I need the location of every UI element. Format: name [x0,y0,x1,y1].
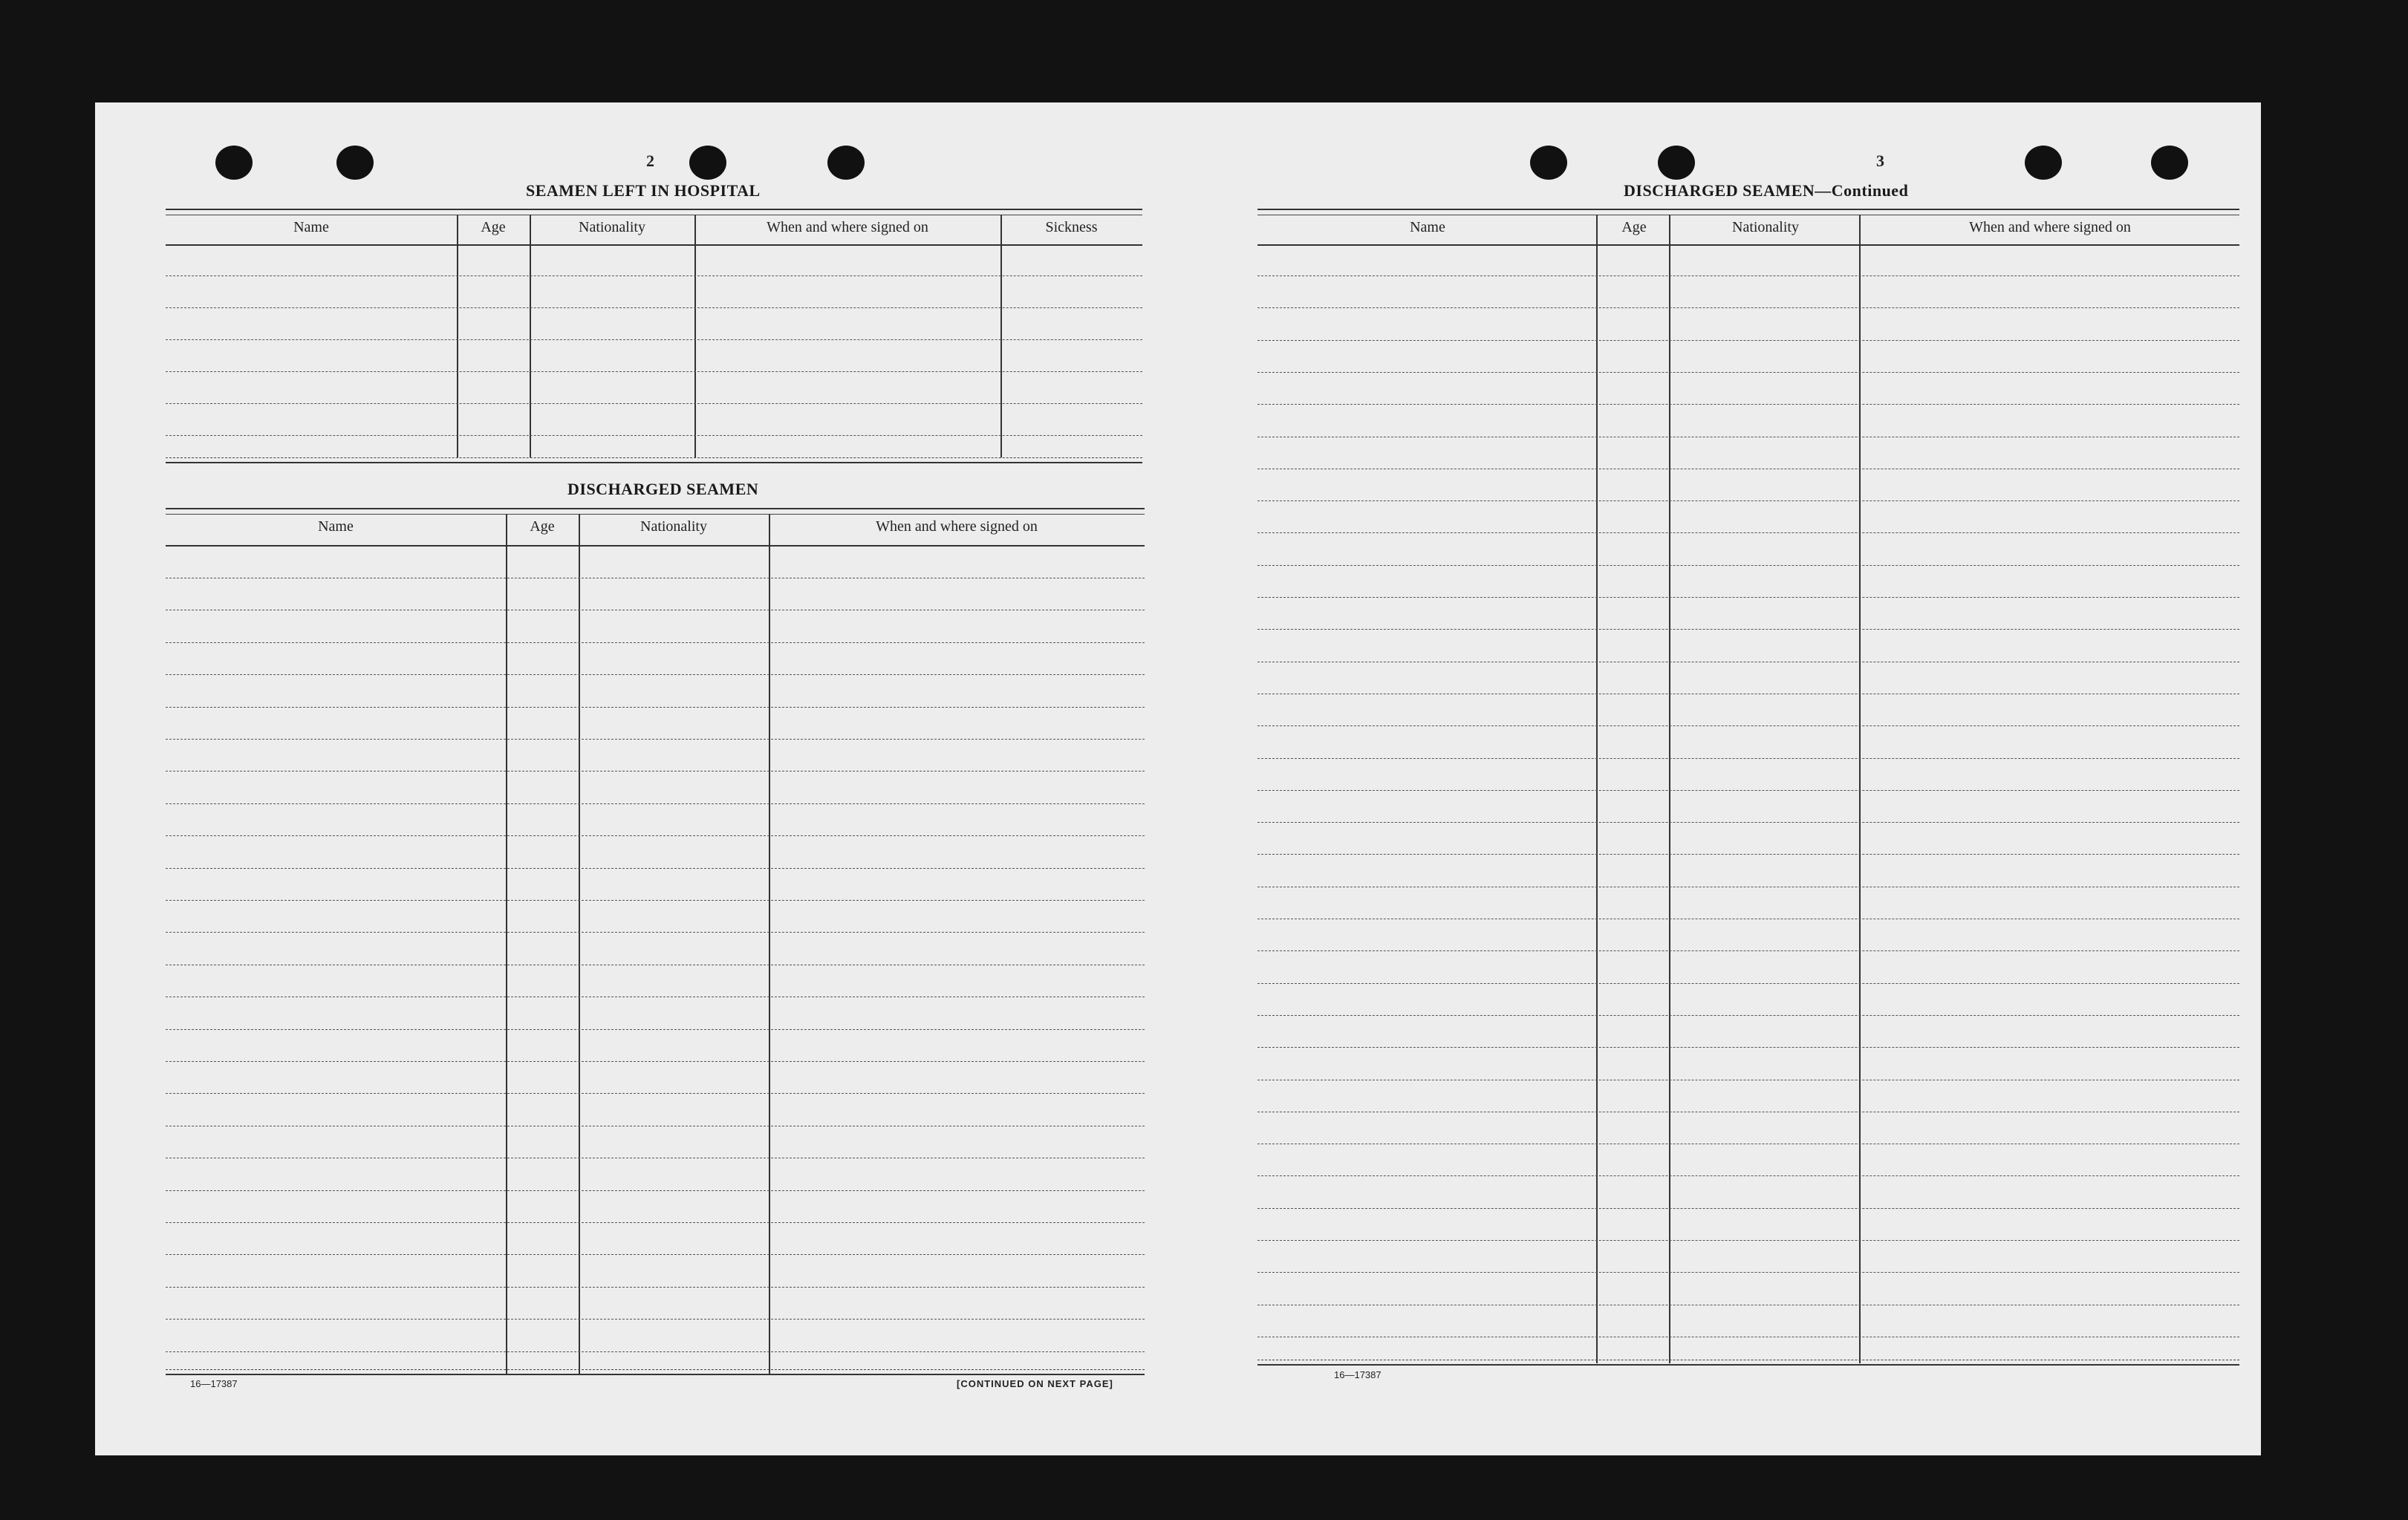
table-row [166,932,1145,933]
table-row [1257,1208,2239,1209]
table-row [1257,629,2239,630]
table-row [1257,1015,2239,1016]
title-suffix: —Continued [1815,181,1909,200]
table-row [166,707,1145,708]
ledger-sheet [95,102,2261,1455]
hospital-section-title: SEAMEN LEFT IN HOSPITAL [526,181,761,200]
column-divider [1669,215,1670,1363]
table-top-rule [1257,209,2239,215]
table-row [166,1351,1145,1352]
punch-hole [336,146,374,180]
table-row [1257,790,2239,791]
table-row [1257,822,2239,823]
table-row [166,1061,1145,1062]
table-row [1257,565,2239,566]
table-row [1257,725,2239,726]
column-divider [457,215,458,457]
column-header-age: Age [481,219,506,235]
table-row [166,1190,1145,1191]
continued-note: [CONTINUED ON NEXT PAGE] [957,1378,1113,1389]
table-row [166,739,1145,740]
column-divider [1596,215,1598,1363]
table-row [1257,950,2239,951]
column-header-signed-on: When and where signed on [1969,219,2131,235]
table-row [166,307,1142,308]
table-row [1257,983,2239,984]
table-header-rule [166,545,1145,547]
table-row [166,1319,1145,1320]
table-top-rule [166,508,1145,515]
column-header-signed-on: When and where signed on [767,219,928,235]
table-header-rule [166,244,1142,246]
right-page [1231,102,2261,1455]
punch-hole [1530,146,1567,180]
table-row [1257,854,2239,855]
table-row [1257,1047,2239,1048]
table-row [1257,758,2239,759]
table-header-rule [1257,244,2239,246]
column-header-name: Name [293,219,329,235]
table-row [166,371,1142,372]
table-row [1257,307,2239,308]
punch-hole [2151,146,2188,180]
left-page [95,102,1179,1455]
table-row [166,403,1142,404]
column-header-name: Name [318,518,354,535]
table-row [166,1093,1145,1094]
table-row [1257,372,2239,373]
punch-hole [2025,146,2062,180]
punch-hole [215,146,253,180]
table-bottom-rule [166,1369,1145,1375]
table-row [166,1222,1145,1223]
column-header-signed-on: When and where signed on [876,518,1038,535]
punch-hole [689,146,726,180]
form-number: 16—17387 [1334,1369,1382,1380]
table-row [166,1254,1145,1255]
column-header-nationality: Nationality [1732,219,1799,235]
table-row [166,339,1142,340]
table-row [166,674,1145,675]
table-row [166,435,1142,436]
column-header-sickness: Sickness [1045,219,1098,235]
column-divider [1000,215,1002,457]
table-row [1257,500,2239,501]
discharged-continued-table [1257,209,2239,1471]
table-row [166,803,1145,804]
table-row [166,1287,1145,1288]
table-row [1257,275,2239,276]
table-row [166,642,1145,643]
table-row [1257,340,2239,341]
table-bottom-rule [166,457,1142,463]
page-number: 3 [1876,151,1884,170]
discharged-table [166,508,1145,1414]
table-row [1257,404,2239,405]
column-header-age: Age [530,518,555,535]
column-header-name: Name [1410,219,1445,235]
table-top-rule [166,209,1142,215]
table-row [1257,1240,2239,1241]
title-text: DISCHARGED SEAMEN [1624,181,1815,200]
table-row [1257,532,2239,533]
table-bottom-rule [1257,1360,2239,1366]
column-divider [1859,215,1861,1363]
form-number: 16—17387 [190,1378,238,1389]
punch-hole [1658,146,1695,180]
punch-hole [827,146,865,180]
discharged-section-title: DISCHARGED SEAMEN [567,480,759,498]
column-divider [530,215,531,457]
column-divider [694,215,696,457]
table-row [1257,597,2239,598]
column-header-nationality: Nationality [579,219,645,235]
table-row [166,868,1145,869]
column-header-nationality: Nationality [640,518,707,535]
table-row [166,275,1142,276]
page-number: 2 [646,151,654,170]
discharged-continued-title [1624,181,1908,200]
table-row [166,900,1145,901]
table-row [166,1029,1145,1030]
table-row [1257,1272,2239,1273]
column-header-age: Age [1621,219,1647,235]
table-row [166,835,1145,836]
table-row [1257,1175,2239,1176]
table-row [166,771,1145,772]
